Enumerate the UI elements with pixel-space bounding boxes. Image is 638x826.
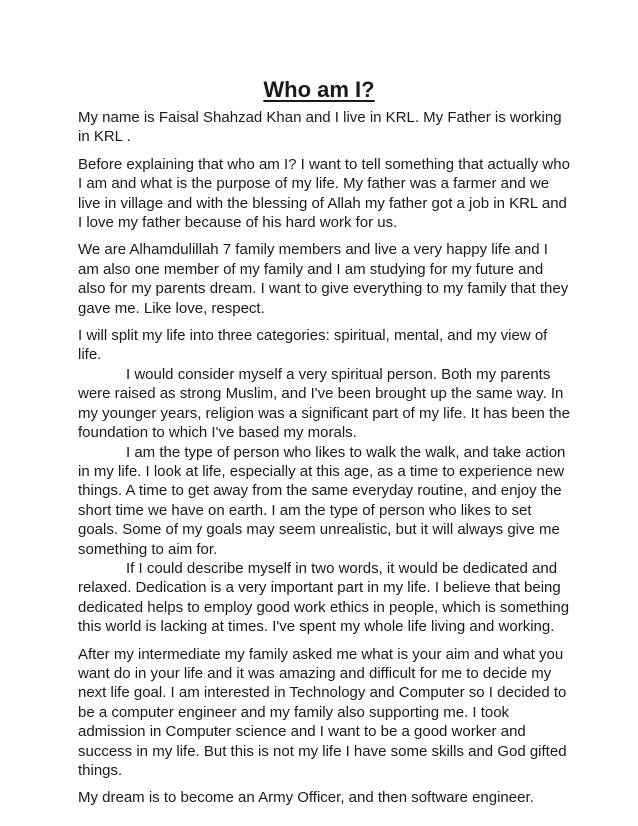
paragraph-categories: I will split my life into three categories: spiritual, mental, and my view of life. [78, 327, 548, 364]
page-title: Who am I? [263, 77, 375, 102]
paragraph-dedicated: If I could describe myself in two words, it would be dedicated and relaxed. Dedication is a very important part in my life. I believe that being dedicated helps to employ good work ethics in people, which is something this world is lacking at times. I've spent my whole life living and working. [78, 559, 570, 636]
paragraph-purpose: Before explaining that who am I? I want to tell something that actually who I am and what is the purpose of my life. My father was a farmer and we live in village and with the blessing of Allah my father got a job in KRL and I love my father because of his hard work for us. [78, 155, 570, 232]
paragraph-aim: After my intermediate my family asked me what is your aim and what you want do in your life and it was amazing and difficult for me to decide my next life goal. I am interested in Technology and Computer so I decided to be a computer engineer and my family also supporting me. I took admission in Computer science and I want to be a good worker and success in my life. But this is not my life I have some skills and God gifted things. [78, 645, 567, 779]
paragraph-intro: My name is Faisal Shahzad Khan and I live in KRL. My Father is working in KRL . [78, 109, 562, 146]
paragraph-action: I am the type of person who likes to walk the walk, and take action in my life. I look at life, especially at this age, as a time to experience new things. A time to get away from the same everyday routine, and enjoy the short time we have on earth. I am the type of person who likes to set goals. Some of my goals may seem unrealistic, but it will always give me something to aim for. [78, 443, 566, 558]
paragraph-family: We are Alhamdulillah 7 family members and live a very happy life and I am also one member of my family and I am studying for my future and also for my parents dream. I want to give everything to my family that they gave me. Like love, respect. [78, 241, 569, 317]
document-body [78, 108, 572, 816]
paragraph-dream: My dream is to become an Army Officer, and then software engineer. [78, 789, 534, 807]
paragraph-spiritual: I would consider myself a very spiritual person. Both my parents were raised as strong Muslim, and I've been brought up the same way. In my younger years, religion was a significant part of my life. It has been the foundation to which I've based my morals. [78, 365, 570, 442]
